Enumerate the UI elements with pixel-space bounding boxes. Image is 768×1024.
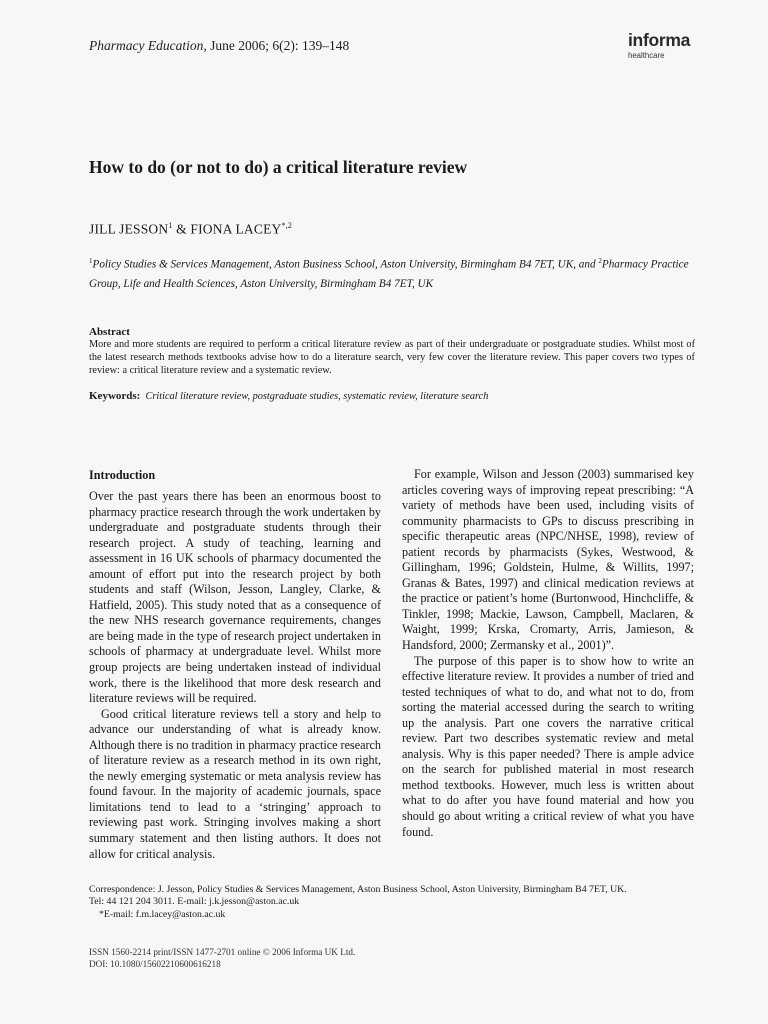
article-title: How to do (or not to do) a critical literature review <box>89 157 468 177</box>
keywords-text: Critical literature review, postgraduate studies, systematic review, literature search <box>145 391 489 402</box>
logo-word: informa <box>628 30 691 50</box>
paragraph: For example, Wilson and Jesson (2003) summarised key articles covering ways of improving repeat prescribing: “A variety of methods have been used, including visits of community pharmacists to GPs to discuss prescribing in specific therapeutic areas (NPC/NHSE, 1998), review of patient records by pharmacists (Sykes, Westwood, & Gillingham, 1996; Goldstein, Hulme, & Willits, 1997; Granas & Bates, 1997) and clinical medication reviews at the practice or patient’s home (Burtonwood, Hinchcliffe, & Tinkler, 1998; Mackie, Lawson, Campbell, Maclaren, & Waight, 1999; Krska, Cromarty, Arris, Jamieson, & Handsford, 2000; Zermansky et al., 2001)”. <box>402 467 694 653</box>
correspondence-email-2: *E-mail: f.m.lacey@aston.ac.uk <box>99 908 226 920</box>
correspondence-line: Correspondence: J. Jesson, Policy Studies & Services Management, Aston Business School, Aston University, Birmingham B4 7ET, UK. <box>89 884 627 895</box>
page-footer <box>89 946 355 970</box>
author-1-sup: 1 <box>168 221 173 230</box>
body-column-left <box>89 489 381 862</box>
correspondence <box>89 884 695 921</box>
author-2: FIONA LACEY <box>190 221 282 237</box>
keywords-label: Keywords: <box>89 390 141 402</box>
correspondence-contact: Tel: 44 121 204 3011. E-mail: j.k.jesson@aston.ac.uk <box>89 896 300 908</box>
publisher-logo <box>628 30 698 60</box>
author-2-sup: *,2 <box>281 221 293 230</box>
affil-text-1: Policy Studies & Services Management, Aston Business School, Aston University, Birmingham B4 7ET, UK, and <box>92 258 599 271</box>
keywords <box>89 390 488 402</box>
paragraph: Over the past years there has been an enormous boost to pharmacy practice research through the work undertaken by undergraduate and postgraduate students through their research project. A study of teaching, learning and assessment in 16 UK schools of pharmacy documented the amount of effort put into the research project by both students and staff (Wilson, Jesson, Langley, Clarke, & Hatfield, 2005). This study noted that as a consequence of the new NHS research governance requirements, changes are being made in the type of research project undertaken in schools of pharmacy at undergraduate level. Whilst more group projects are being undertaken instead of individual work, there is the likelihood that more desk research and literature reviews will be required. <box>89 489 381 706</box>
paragraph: The purpose of this paper is to show how to write an effective literature review. It provides a number of tried and tested techniques of what to do, and what not to do, from sorting the material accessed during the search to writing up the analysis. Part one covers the narrative critical review. Part two describes systematic review and metal analysis. Why is this paper needed? There is ample advice on the search for published material in most research method textbooks. However, much less is written about what to do after you have found material and how you should go about writing a critical review of what you have found. <box>402 653 694 839</box>
affil-sup-1: 1 <box>89 257 93 265</box>
paragraph: Good critical literature reviews tell a story and help to advance our understanding of what is already know. Although there is no tradition in pharmacy practice research of literature review as a research method in its own right, the newly emerging systematic or meta analysis review has found favour. In the majority of academic journals, space limitations tend to lead to a ‘stringing’ approach to reviewing past work. Stringing involves making a short summary statement and then listing authors. It does not allow for critical analysis. <box>89 706 381 861</box>
author-separator: & <box>172 221 191 237</box>
doi-line: DOI: 10.1080/15602210600616218 <box>89 959 221 969</box>
abstract-heading: Abstract <box>89 326 130 338</box>
author-1: JILL JESSON <box>89 221 169 237</box>
journal-citation <box>89 38 349 54</box>
section-heading-introduction: Introduction <box>89 468 156 482</box>
issn-line: ISSN 1560-2214 print/ISSN 1477-2701 online © 2006 Informa UK Ltd. <box>89 947 356 957</box>
affiliations <box>89 252 695 294</box>
affil-sup-2: 2 <box>598 257 602 265</box>
abstract-text: More and more students are required to perform a critical literature review as part of their undergraduate or postgraduate studies. Whilst most of the latest research methods textbooks advise how to do a literature search, very few cover the literature review. This paper covers two types of review: a critical literature review and a systematic review. <box>89 339 695 377</box>
author-line <box>89 221 292 238</box>
journal-name: Pharmacy Education <box>89 38 204 53</box>
journal-issue: , June 2006; 6(2): 139–148 <box>203 38 350 53</box>
affil-text-2: Pharmacy Practice Group, Life and Health Sciences, Aston University, Birmingham B4 7ET, UK <box>89 258 689 290</box>
body-column-right <box>402 467 694 840</box>
logo-sub: healthcare <box>628 51 665 60</box>
